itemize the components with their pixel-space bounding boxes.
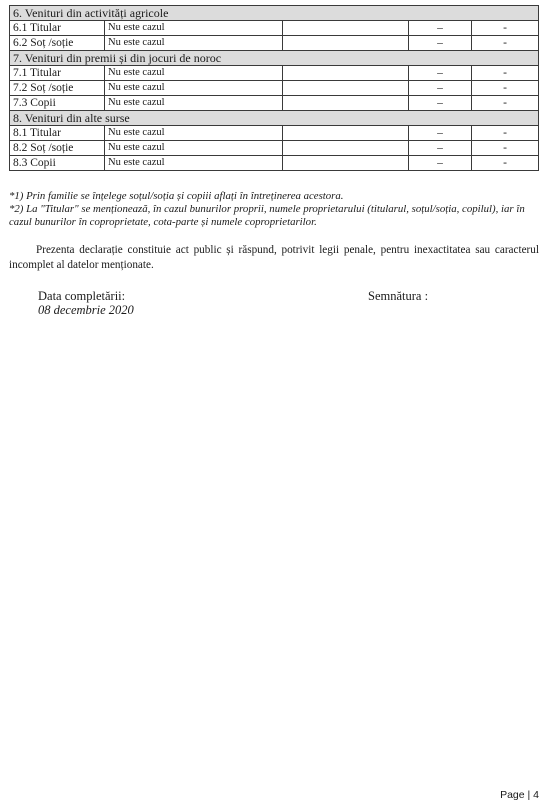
- row-label-cell: 6.2 Soț /soție: [10, 36, 105, 51]
- table-row: [10, 126, 539, 141]
- row-dash-cell: –: [409, 126, 472, 141]
- row-label-cell: 8.3 Copii: [10, 156, 105, 171]
- row-dash-cell: -: [472, 81, 539, 96]
- table-row: [10, 141, 539, 156]
- row-dash-cell: -: [472, 141, 539, 156]
- row-empty-cell: [283, 141, 409, 156]
- section-header-label: 8. Venituri din alte surse: [10, 111, 539, 126]
- row-label-cell: 8.1 Titular: [10, 126, 105, 141]
- table-row: [10, 156, 539, 171]
- table-row: [10, 21, 539, 36]
- row-dash-cell: -: [472, 96, 539, 111]
- row-value-cell: Nu este cazul: [105, 36, 283, 51]
- row-value-cell: Nu este cazul: [105, 21, 283, 36]
- row-value-cell: Nu este cazul: [105, 126, 283, 141]
- footnotes: [9, 190, 539, 229]
- row-dash-cell: –: [409, 21, 472, 36]
- row-empty-cell: [283, 126, 409, 141]
- signature-label: Semnătura :: [368, 289, 429, 303]
- section-header-label: 7. Venituri din premii și din jocuri de noroc: [10, 51, 539, 66]
- completion-date-value: 08 decembrie 2020: [38, 303, 134, 317]
- income-table: [9, 5, 539, 171]
- row-dash-cell: -: [472, 66, 539, 81]
- footnote-2: *2) La "Titular" se menționează, în cazul bunurilor proprii, numele proprietarului (titularul, soțul/soția, copilul), iar în cazul bunurilor în coproprietate, cota-parte și numele coproprietarilor.: [9, 203, 525, 228]
- income-table-body: [10, 6, 539, 171]
- row-dash-cell: –: [409, 141, 472, 156]
- row-dash-cell: -: [472, 36, 539, 51]
- row-dash-cell: -: [472, 126, 539, 141]
- row-value-cell: Nu este cazul: [105, 81, 283, 96]
- row-dash-cell: –: [409, 81, 472, 96]
- row-value-cell: Nu este cazul: [105, 66, 283, 81]
- table-row: [10, 66, 539, 81]
- section-header-row: [10, 111, 539, 126]
- row-dash-cell: –: [409, 36, 472, 51]
- row-label-cell: 7.1 Titular: [10, 66, 105, 81]
- row-empty-cell: [283, 96, 409, 111]
- row-dash-cell: –: [409, 96, 472, 111]
- row-value-cell: Nu este cazul: [105, 96, 283, 111]
- row-label-cell: 6.1 Titular: [10, 21, 105, 36]
- section-header-row: [10, 51, 539, 66]
- table-row: [10, 36, 539, 51]
- row-dash-cell: –: [409, 156, 472, 171]
- row-value-cell: Nu este cazul: [105, 141, 283, 156]
- row-empty-cell: [283, 21, 409, 36]
- row-label-cell: 7.3 Copii: [10, 96, 105, 111]
- row-empty-cell: [283, 81, 409, 96]
- section-header-row: [10, 6, 539, 21]
- row-dash-cell: -: [472, 156, 539, 171]
- declaration-statement: Prezenta declarație constituie act public și răspund, potrivit legii penale, pentru inexactitatea sau caracterul incomplet al datelor menționate.: [9, 244, 539, 271]
- row-label-cell: 8.2 Soț /soție: [10, 141, 105, 156]
- row-value-cell: Nu este cazul: [105, 156, 283, 171]
- footnote-1: *1) Prin familie se înțelege soțul/soția și copiii aflați în întreținerea acestora.: [9, 190, 344, 202]
- page-number: Page | 4: [500, 789, 539, 801]
- row-dash-cell: -: [472, 21, 539, 36]
- row-empty-cell: [283, 66, 409, 81]
- section-header-label: 6. Venituri din activități agricole: [10, 6, 539, 21]
- row-label-cell: 7.2 Soț /soție: [10, 81, 105, 96]
- completion-date-label: Data completării:: [38, 289, 126, 303]
- table-row: [10, 96, 539, 111]
- row-dash-cell: –: [409, 66, 472, 81]
- row-empty-cell: [283, 156, 409, 171]
- row-empty-cell: [283, 36, 409, 51]
- table-row: [10, 81, 539, 96]
